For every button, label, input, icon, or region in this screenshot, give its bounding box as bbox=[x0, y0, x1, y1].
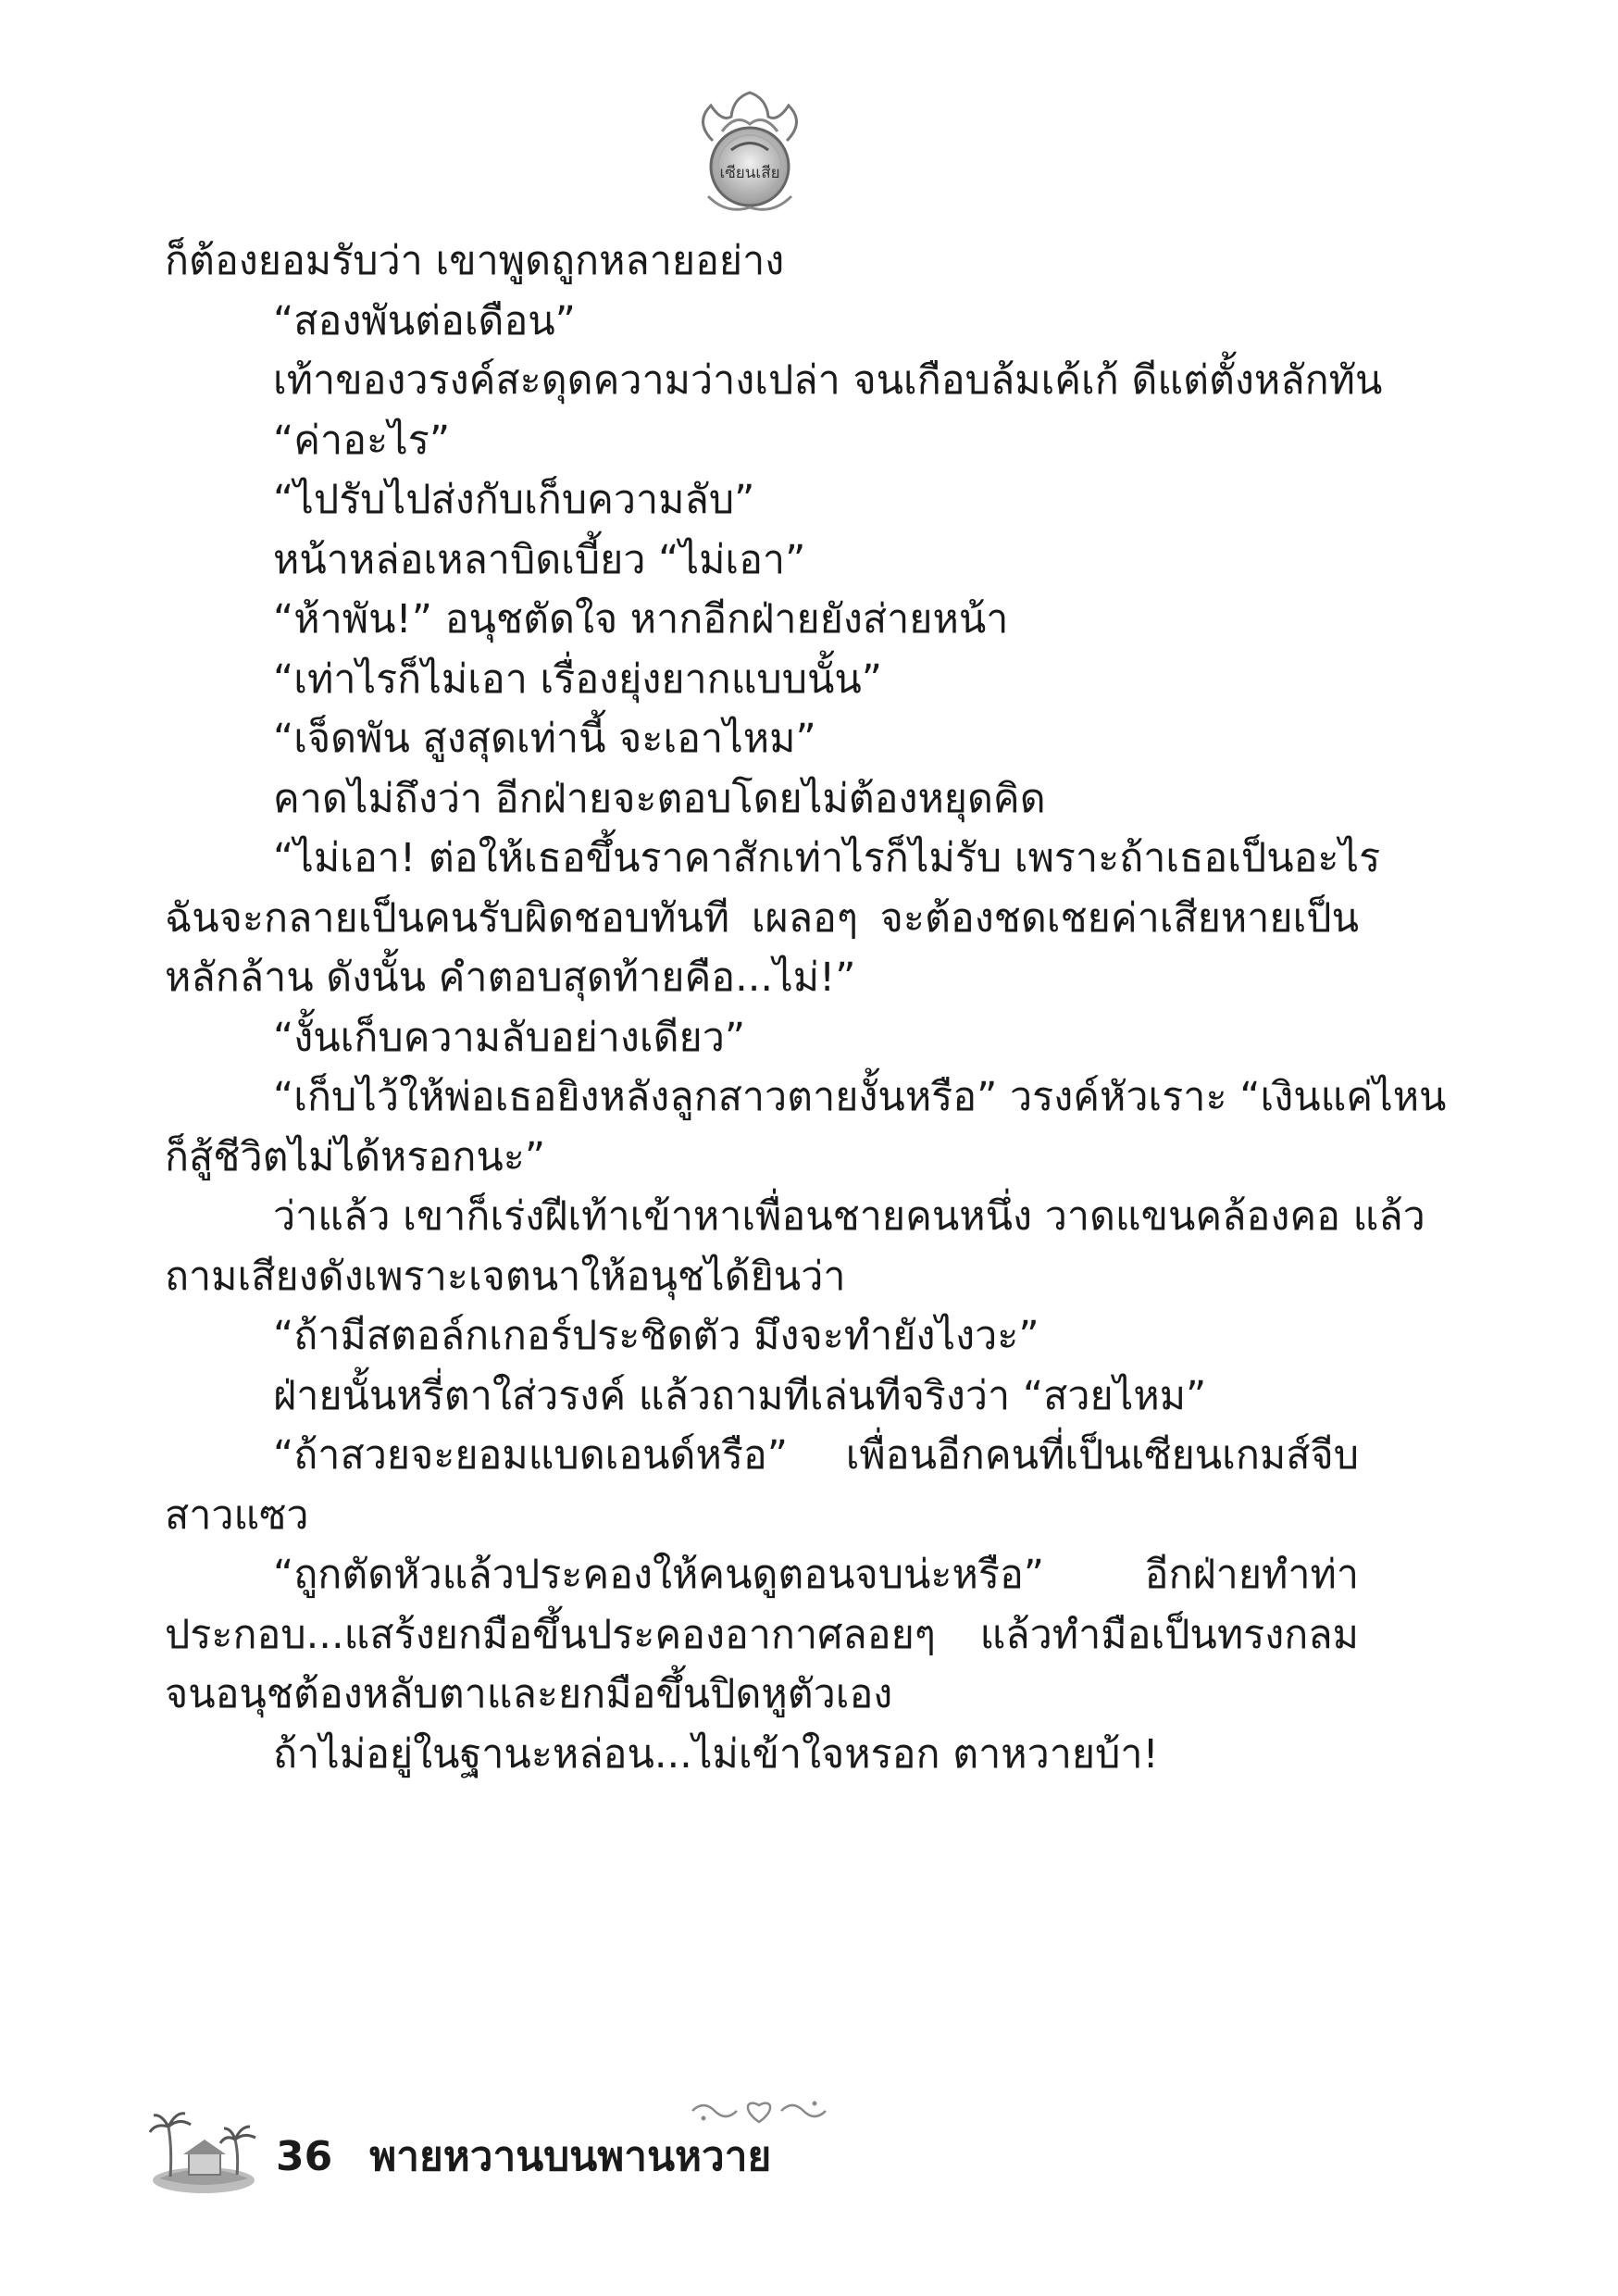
book-title: พายหวานบนพานหวาย bbox=[369, 2133, 772, 2180]
text-line: หลักล้าน ดังนั้น คำตอบสุดท้ายคือ...ไม่!” bbox=[165, 955, 856, 1001]
ornament-divider-icon bbox=[685, 2090, 833, 2131]
text-line: ประกอบ...แสร้งยกมือขึ้นประคองอากาศลอยๆ แล้วทำมือเป็นทรงกลม bbox=[165, 1611, 1359, 1658]
text-line: “ค่าอะไร” bbox=[273, 417, 451, 464]
text-line: เท้าของวรงค์สะดุดความว่างเปล่า จนเกือบล้มเค้เก้ ดีแต่ตั้งหลักทัน bbox=[273, 357, 1383, 404]
page-footer bbox=[276, 2129, 771, 2185]
text-line: ถ้าไม่อยู่ในฐานะหล่อน...ไม่เข้าใจหรอก ตาหวายบ้า! bbox=[273, 1730, 1159, 1778]
page-number: 36 bbox=[276, 2133, 333, 2180]
island-icon bbox=[148, 2106, 259, 2199]
text-line: “ถ้าสวยจะยอมแบดเอนด์หรือ” เพื่อนอีกคนที่เป็นเซียนเกมส์จีบ bbox=[273, 1432, 1359, 1479]
text-line: “ถูกตัดหัวแล้วประคองให้คนดูตอนจบน่ะหรือ” อีกฝ่ายทำท่า bbox=[273, 1552, 1359, 1598]
text-line: “ห้าพัน!” อนุชตัดใจ หากอีกฝ่ายยังส่ายหน้า bbox=[273, 596, 1009, 643]
header-logo-text: เซียนเสีย bbox=[719, 164, 780, 182]
text-line: ถามเสียงดังเพราะเจตนาให้อนุชได้ยินว่า bbox=[165, 1253, 846, 1300]
text-line: จนอนุชต้องหลับตาและยกมือขึ้นปิดหูตัวเอง bbox=[165, 1671, 893, 1717]
text-line: “ไม่เอา! ต่อให้เธอขึ้นราคาสักเท่าไรก็ไม่รับ เพราะถ้าเธอเป็นอะไร bbox=[273, 835, 1381, 881]
text-line: “ไปรับไปส่งกับเก็บความลับ” bbox=[273, 477, 755, 523]
text-line: “เก็บไว้ให้พ่อเธอยิงหลังลูกสาวตายงั้นหรือ” วรงค์หัวเราะ “เงินแค่ไหน bbox=[273, 1074, 1447, 1120]
text-line: ก็สู้ชีวิตไม่ได้หรอกนะ” bbox=[165, 1133, 546, 1180]
text-line: ฝ่ายนั้นหรี่ตาใส่วรงค์ แล้วถามทีเล่นทีจริงว่า “สวยไหม” bbox=[273, 1372, 1207, 1419]
text-line: ว่าแล้ว เขาก็เร่งฝีเท้าเข้าหาเพื่อนชายคนหนึ่ง วาดแขนคล้องคอ แล้ว bbox=[273, 1193, 1425, 1240]
text-line: ก็ต้องยอมรับว่า เขาพูดถูกหลายอย่าง bbox=[165, 238, 785, 284]
text-line: ฉันจะกลายเป็นคนรับผิดชอบทันที เผลอๆ จะต้องชดเชยค่าเสียหายเป็น bbox=[165, 894, 1359, 942]
text-line: “สองพันต่อเดือน” bbox=[273, 297, 576, 344]
text-line: “ถ้ามีสตอล์กเกอร์ประชิดตัว มึงจะทำยังไงวะ” bbox=[273, 1313, 1039, 1359]
text-line: สาวแซว bbox=[165, 1491, 309, 1539]
text-line: “เท่าไรก็ไม่เอา เรื่องยุ่งยากแบบนั้น” bbox=[273, 655, 883, 703]
text-line: “เจ็ดพัน สูงสุดเท่านี้ จะเอาไหม” bbox=[273, 716, 816, 762]
header-logo-emblem bbox=[685, 85, 815, 224]
text-line: “งั้นเก็บความลับอย่างเดียว” bbox=[273, 1014, 746, 1061]
text-line: หน้าหล่อเหลาบิดเบี้ยว “ไม่เอา” bbox=[273, 536, 806, 583]
text-line: คาดไม่ถึงว่า อีกฝ่ายจะตอบโดยไม่ต้องหยุดคิด bbox=[273, 775, 1046, 822]
